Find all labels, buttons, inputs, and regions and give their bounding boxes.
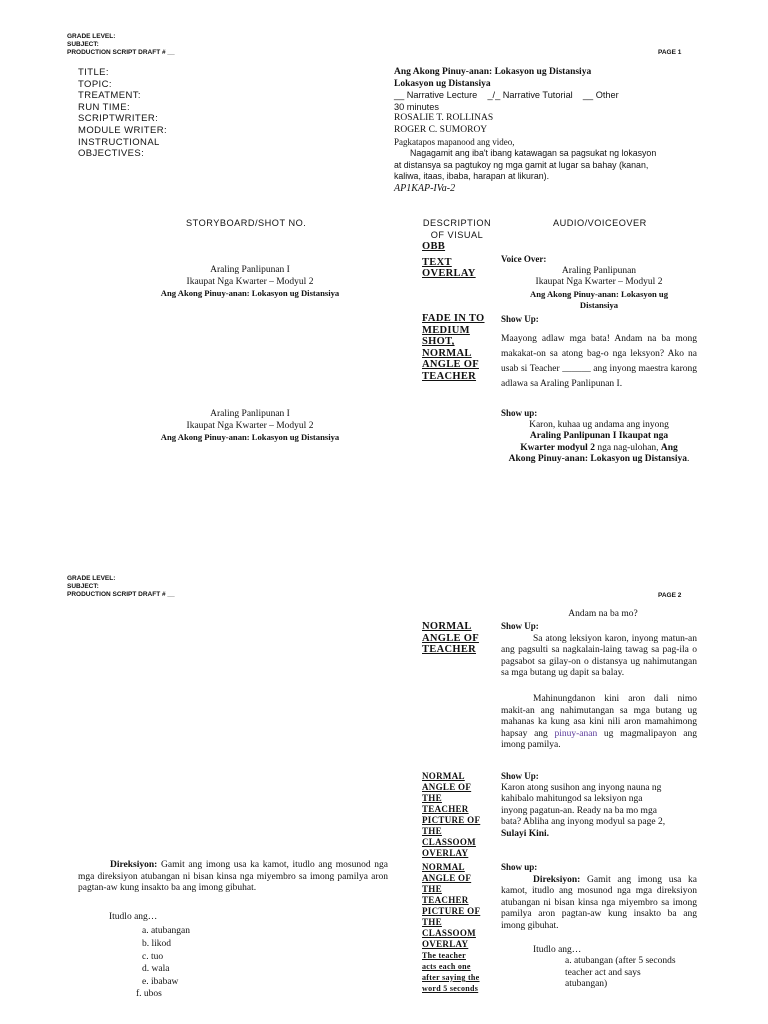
storyboard-caption-1 xyxy=(115,265,385,300)
visual-line: THE xyxy=(422,884,442,894)
production-script-label: PRODUCTION SCRIPT DRAFT # __ xyxy=(67,591,175,598)
audio-column-header: AUDIO/VOICEOVER xyxy=(553,218,647,228)
show-up-label: Show up: xyxy=(501,862,538,872)
ready-question: Andam na ba mo? xyxy=(568,609,638,619)
objectives-line-1: Pagkatapos mapanood ang video, xyxy=(394,136,515,147)
visual-line: PICTURE OF xyxy=(422,815,481,825)
direction-paragraph xyxy=(78,860,388,895)
scriptwriter-label: SCRIPTWRITER: xyxy=(78,113,159,125)
show-up-label: Show Up: xyxy=(501,771,539,781)
instruction-line xyxy=(501,443,697,455)
voiceover-block-1 xyxy=(501,254,697,312)
show-up-label: Show Up: xyxy=(501,621,539,631)
description-header-line-1: DESCRIPTION xyxy=(422,218,492,228)
visual-line: FADE IN TO xyxy=(422,313,485,324)
visual-line: THE xyxy=(422,793,442,803)
caption-subject: Araling Panlipunan I xyxy=(210,409,290,419)
answer-line: teacher act and says xyxy=(565,967,641,978)
caption-subject: Araling Panlipunan I xyxy=(210,265,290,275)
review-line: kahibalo mahitungod sa leksiyon nga xyxy=(501,794,643,805)
visual-description-3 xyxy=(422,621,479,656)
greeting-paragraph: Maayong adlaw mga bata! Andam na ba mong makakat-on sa atong bag-o nga leksyon? Ako na usab si Teacher ______ ang inyong maestra karong adlawa sa Araling Panlipunan I. xyxy=(501,333,697,389)
vo-line: Ang Akong Pinuy-anan: Lokasyon ug xyxy=(529,288,669,299)
voice-over-label: Voice Over: xyxy=(501,254,547,264)
visual-line: word 5 seconds xyxy=(422,984,479,993)
direction-text: Gamit ang imong usa ka kamot, itudlo ang mosunod nga mga direksiyon atubangan ni bisan kinsa nga miyembro sa imong pamilya aron pagtan-aw kung insakto ba ang imong gibuhat. xyxy=(501,874,697,931)
direction-label: Direksiyon: xyxy=(110,860,158,870)
instruction-line xyxy=(501,454,697,466)
visual-line: OVERLAY xyxy=(422,268,476,280)
storyboard-caption-2 xyxy=(115,409,385,444)
caption-quarter: Ikaupat Nga Kwarter – Modyul 2 xyxy=(186,420,314,431)
treatment-value: __ Narrative Lecture _/_ Narrative Tutorial __ Other xyxy=(394,90,619,101)
vo-line: Ikaupat Nga Kwarter – Modyul 2 xyxy=(535,277,663,288)
review-line: Karon atong susihon ang inyong nauna ng xyxy=(501,782,662,793)
competency-code: AP1KAP-IVa-2 xyxy=(394,182,456,194)
subject-label: SUBJECT: xyxy=(67,41,99,48)
show-up-block-2 xyxy=(501,408,697,466)
visual-line: NORMAL xyxy=(422,771,465,781)
list-item: c. tuo xyxy=(142,951,164,962)
list-item: e. ibabaw xyxy=(142,977,179,988)
description-header-line-2: OF VISUAL xyxy=(430,230,484,240)
itudlo-label: Itudlo ang… xyxy=(533,944,582,955)
vo-line: Araling Panlipunan xyxy=(561,265,637,276)
visual-line: NORMAL xyxy=(422,862,465,872)
visual-line: ANGLE OF xyxy=(422,782,472,792)
subject-label: SUBJECT: xyxy=(67,583,99,590)
objectives-line-4: kaliwa, itaas, ibaba, harapan at likuran). xyxy=(394,171,550,182)
title-label: TITLE: xyxy=(78,67,109,78)
direction-paragraph xyxy=(501,875,697,933)
instruction-text: . xyxy=(687,454,690,465)
answer-line: atubangan) xyxy=(565,979,608,990)
visual-line: TEACHER xyxy=(422,644,477,656)
visual-line: OVERLAY xyxy=(422,848,469,858)
grade-level-label: GRADE LEVEL: xyxy=(67,575,116,582)
instruction-bold: Ang xyxy=(660,442,678,453)
show-up-block-1 xyxy=(501,314,697,392)
visual-line: MEDIUM xyxy=(422,324,470,336)
page-number: PAGE 1 xyxy=(658,49,682,56)
visual-line: TEXT xyxy=(422,256,452,268)
module-writer-value: ROGER C. SUMOROY xyxy=(394,124,488,135)
list-item: b. likod xyxy=(142,938,172,949)
field-values xyxy=(394,67,704,195)
instructional-label: INSTRUCTIONAL xyxy=(78,136,160,148)
visual-line: OBB xyxy=(422,241,446,252)
treatment-label: TREATMENT: xyxy=(78,90,141,102)
visual-line: after saying the xyxy=(422,973,480,982)
instruction-text: nga nag-ulohan, xyxy=(594,442,661,453)
caption-title: Ang Akong Pinuy-anan: Lokasyon ug Distansiya xyxy=(160,432,340,443)
list-item: a. atubangan xyxy=(142,926,191,936)
visual-description-5 xyxy=(422,862,480,994)
instruction-bold: Kwarter modyul 2 xyxy=(520,442,595,453)
show-up-label: Show up: xyxy=(501,408,538,418)
show-up-block-5 xyxy=(501,862,697,991)
topic-label: TOPIC: xyxy=(78,78,112,90)
review-line: Sulayi Kini. xyxy=(501,828,550,839)
storyboard-direction xyxy=(78,860,388,895)
scriptwriter-value: ROSALIE T. ROLLINAS xyxy=(394,113,494,124)
visual-line: The teacher xyxy=(422,951,466,960)
visual-line: ANGLE OF xyxy=(422,359,479,371)
visual-line: acts each one xyxy=(422,962,471,971)
visual-line: PICTURE OF xyxy=(422,906,481,916)
visual-line: ANGLE OF xyxy=(422,873,472,883)
page-number: PAGE 2 xyxy=(658,592,682,599)
visual-line: SHOT, xyxy=(422,336,455,348)
topic-value: Lokasyon ug Distansiya xyxy=(394,78,491,89)
instruction-line: Karon, kuhaa ug andama ang inyong xyxy=(529,419,669,430)
caption-quarter: Ikaupat Nga Kwarter – Modyul 2 xyxy=(186,276,314,287)
objectives-line-3: at distansya sa pagtukoy ng mga gamit at lugar sa bahay (kanan, xyxy=(394,159,649,170)
visual-line: THE xyxy=(422,826,442,836)
visual-line: NORMAL xyxy=(422,347,472,359)
list-item: f. ubos xyxy=(136,989,162,999)
visual-line: TEACHER xyxy=(422,804,469,814)
run-time-label: RUN TIME: xyxy=(78,101,130,113)
direction-label: Direksiyon: xyxy=(533,874,581,885)
review-line: bata? Abliha ang inyong modyul sa page 2, xyxy=(501,817,666,828)
visual-line: CLASSOOM xyxy=(422,837,476,847)
list-item: d. wala xyxy=(142,964,170,975)
pinuy-anan-link[interactable]: pinuy-anan xyxy=(554,728,598,739)
visual-description-2 xyxy=(422,313,485,383)
visual-description-1 xyxy=(422,241,476,280)
answer-line: a. atubangan (after 5 seconds xyxy=(565,956,676,967)
lesson-intro-paragraph: Sa atong leksiyon karon, inyong matun-an ang pagsulti sa nagkalain-laing tawag sa pag-ila o pagsabot sa gilay-on o distansya ug nahimutangan sa mga butang ug dapit sa balay. xyxy=(501,633,697,679)
objectives-label: OBJECTIVES: xyxy=(78,148,145,160)
objectives-line-2: Nagagamit ang iba't ibang katawagan sa pagsukat ng lokasyon xyxy=(410,148,657,159)
description-column-header xyxy=(419,217,495,241)
caption-title: Ang Akong Pinuy-anan: Lokasyon ug Distansiya xyxy=(160,288,340,299)
visual-line: OVERLAY xyxy=(422,939,469,949)
module-writer-label: MODULE WRITER: xyxy=(78,124,167,136)
run-time-value: 30 minutes xyxy=(394,101,439,112)
direction-text: Gamit ang imong usa ka kamot, itudlo ang mosunod nga mga direksiyon atubangan ni bisan kinsa nga miyembro sa imong pamilya aron pagtan-aw kung insakto ba ang imong gibuhat. xyxy=(78,860,388,894)
show-up-block-4 xyxy=(501,771,701,841)
show-up-block-3 xyxy=(501,621,697,752)
vo-line: Distansiya xyxy=(579,300,619,311)
visual-line: THE xyxy=(422,917,442,927)
paragraph-text: Mahinungdanon kini aron dali nimo makit-an ang nahimutangan sa mga butang ug mahanas ka kung asa kini nili aron mamahimong hapsay ang xyxy=(501,693,697,739)
instruction-line: Araling Panlipunan I Ikaupat nga xyxy=(529,431,669,442)
visual-description-4 xyxy=(422,771,480,859)
grade-level-label: GRADE LEVEL: xyxy=(67,33,116,40)
production-script-label: PRODUCTION SCRIPT DRAFT # __ xyxy=(67,49,175,56)
instruction-bold: Akong Pinuy-anan: Lokasyon ug Distansiya xyxy=(508,454,688,465)
visual-line: ANGLE OF xyxy=(422,632,479,644)
itudlo-label: Itudlo ang… xyxy=(109,912,158,922)
visual-line: CLASSOOM xyxy=(422,928,476,938)
importance-paragraph xyxy=(501,694,697,752)
show-up-label: Show Up: xyxy=(501,314,539,324)
visual-line: TEACHER xyxy=(422,895,469,905)
paragraph-text: ug magmalipayon ang imong pamilya. xyxy=(501,728,697,751)
direction-list xyxy=(142,925,190,989)
review-line: inyong pagatun-an. Ready na ba mo mga xyxy=(501,805,657,816)
storyboard-column-header: STORYBOARD/SHOT NO. xyxy=(186,218,307,228)
title-value: Ang Akong Pinuy-anan: Lokasyon ug Distansiya xyxy=(394,67,592,77)
visual-line: NORMAL xyxy=(422,621,472,632)
field-labels xyxy=(78,67,167,160)
visual-line: TEACHER xyxy=(422,370,477,382)
